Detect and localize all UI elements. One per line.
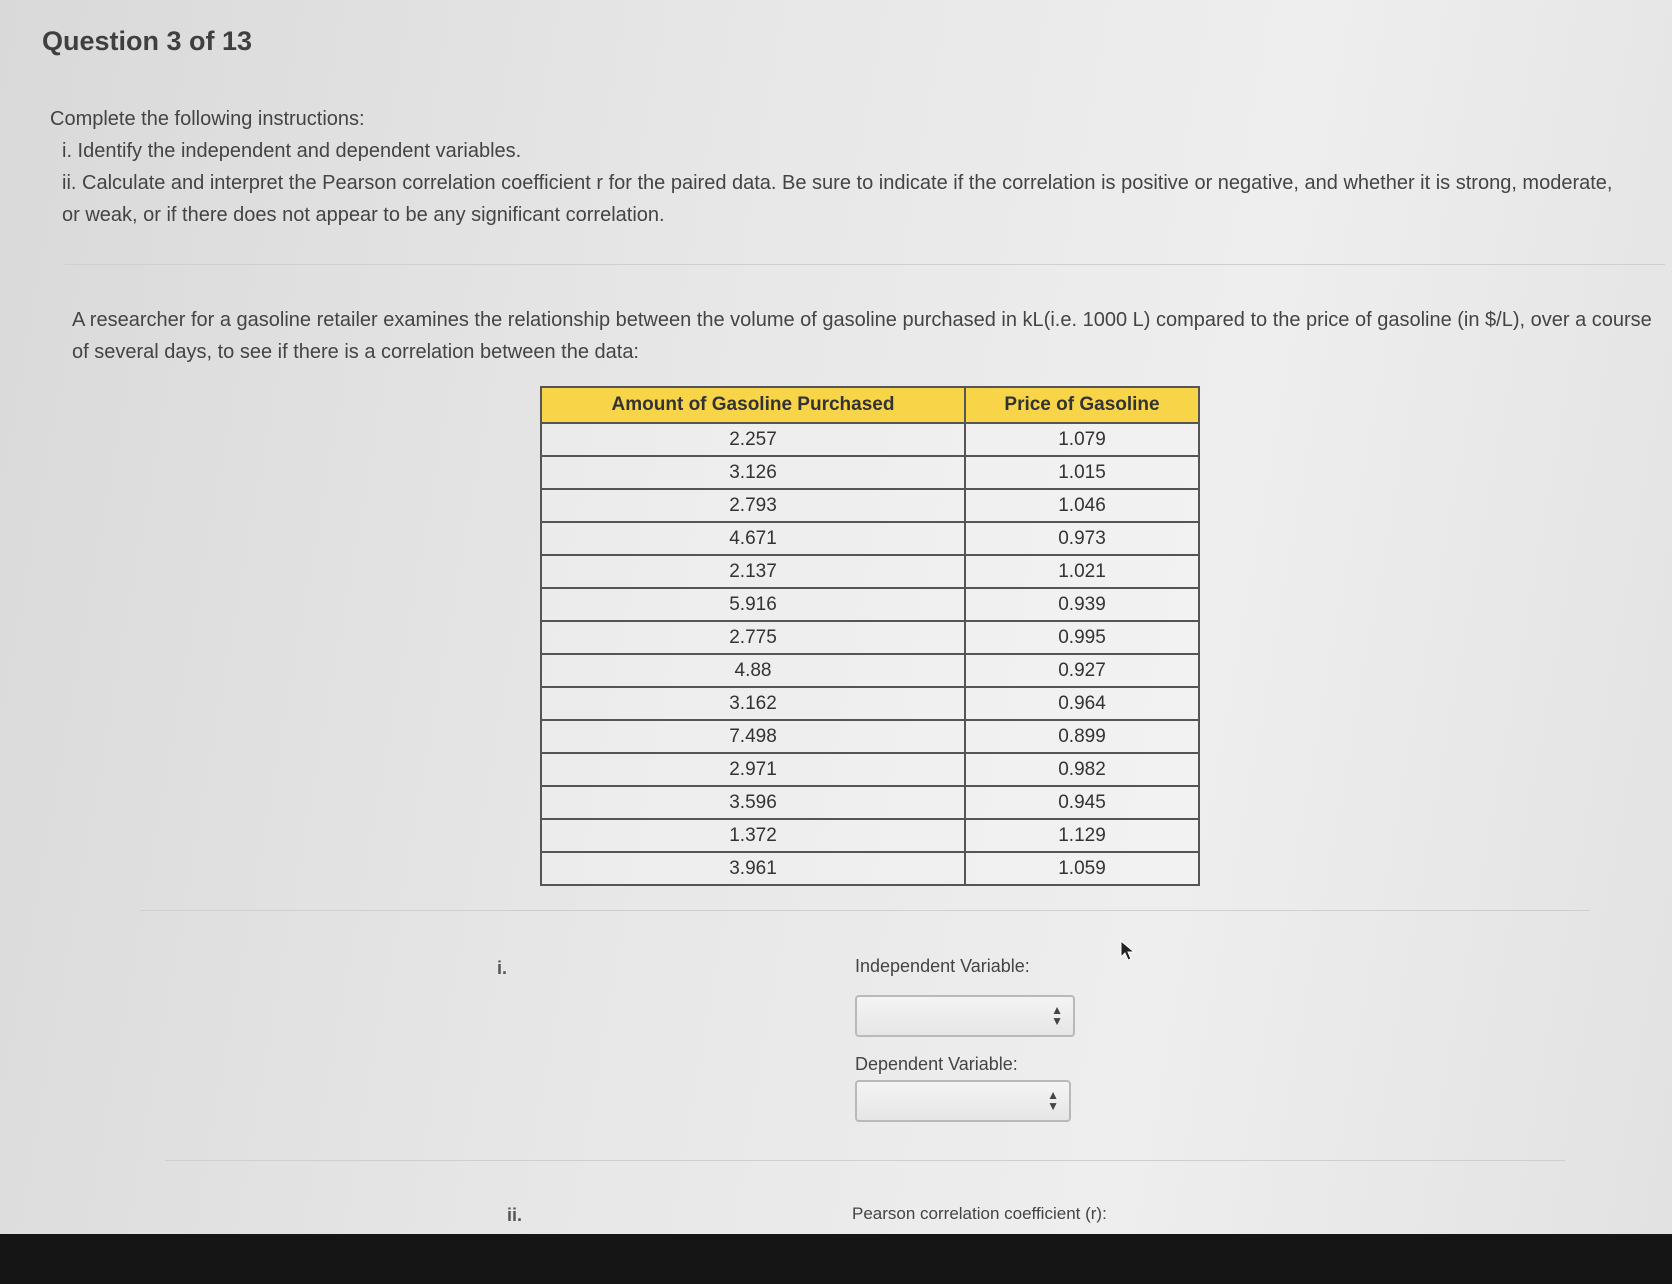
cell-price: 1.129 — [965, 819, 1199, 852]
mouse-cursor-icon — [1120, 940, 1136, 962]
table-row — [541, 654, 1199, 687]
cell-amount: 3.596 — [541, 786, 965, 819]
table-row — [541, 423, 1199, 456]
independent-variable-select[interactable] — [855, 995, 1075, 1037]
cell-price: 0.995 — [965, 621, 1199, 654]
cell-price: 0.927 — [965, 654, 1199, 687]
instructions-intro: Complete the following instructions: — [50, 108, 365, 130]
table-row — [541, 489, 1199, 522]
question-title: Question 3 of 13 — [42, 26, 253, 56]
cell-amount: 3.961 — [541, 852, 965, 885]
bottom-bezel — [0, 1234, 1672, 1284]
instruction-item-ii: ii. Calculate and interpret the Pearson correlation coefficient r for the paired data. Be sure to indicate if the correlation is positive or negative, and whether it is strong, moderate, — [62, 172, 1613, 194]
table-row — [541, 456, 1199, 489]
select-arrows-icon: ▲ ▼ — [1051, 1003, 1063, 1028]
instruction-item-ii-cont: or weak, or if there does not appear to be any significant correlation. — [62, 204, 665, 226]
cell-amount: 7.498 — [541, 720, 965, 753]
table-header-row — [541, 387, 1199, 423]
table-row — [541, 753, 1199, 786]
cell-price: 0.982 — [965, 753, 1199, 786]
cell-amount: 4.88 — [541, 654, 965, 687]
part-ii-label: ii. — [507, 1205, 523, 1225]
cell-price: 1.015 — [965, 456, 1199, 489]
cell-amount: 2.257 — [541, 423, 965, 456]
cell-amount: 2.137 — [541, 555, 965, 588]
cell-price: 1.046 — [965, 489, 1199, 522]
cell-price: 1.021 — [965, 555, 1199, 588]
table-row — [541, 555, 1199, 588]
scenario-text — [72, 304, 1662, 368]
part-i-label: i. — [497, 958, 508, 978]
table-row — [541, 720, 1199, 753]
scenario-line-1: A researcher for a gasoline retailer examines the relationship between the volume of gasoline purchased in kL(i.e. 1000 L) compared to the price of gasoline (in $/L), over a course — [72, 309, 1652, 331]
divider-top — [65, 264, 1665, 265]
table-row — [541, 819, 1199, 852]
table-row — [541, 687, 1199, 720]
scenario-line-2: of several days, to see if there is a correlation between the data: — [72, 341, 639, 363]
header-amount: Amount of Gasoline Purchased — [541, 387, 965, 423]
dependent-variable-label: Dependent Variable: — [855, 1054, 1018, 1074]
cell-price: 0.899 — [965, 720, 1199, 753]
table-row — [541, 522, 1199, 555]
table-row — [541, 621, 1199, 654]
cell-price: 0.973 — [965, 522, 1199, 555]
table-row — [541, 588, 1199, 621]
table-row — [541, 786, 1199, 819]
cell-amount: 2.775 — [541, 621, 965, 654]
header-price: Price of Gasoline — [965, 387, 1199, 423]
pearson-label: Pearson correlation coefficient (r): — [852, 1204, 1107, 1223]
cell-amount: 4.671 — [541, 522, 965, 555]
cell-price: 1.079 — [965, 423, 1199, 456]
data-table — [540, 386, 1200, 886]
cell-price: 1.059 — [965, 852, 1199, 885]
divider-bottom — [165, 1160, 1565, 1161]
dependent-variable-select[interactable] — [855, 1080, 1071, 1122]
cell-amount: 3.126 — [541, 456, 965, 489]
instruction-item-i: i. Identify the independent and dependent variables. — [62, 140, 522, 162]
divider-middle — [140, 910, 1590, 911]
cell-amount: 5.916 — [541, 588, 965, 621]
cell-amount: 2.793 — [541, 489, 965, 522]
cell-price: 0.964 — [965, 687, 1199, 720]
cell-price: 0.945 — [965, 786, 1199, 819]
cell-amount: 3.162 — [541, 687, 965, 720]
table-row — [541, 852, 1199, 885]
independent-variable-label: Independent Variable: — [855, 956, 1030, 976]
instructions — [50, 103, 1670, 231]
cell-amount: 1.372 — [541, 819, 965, 852]
cell-amount: 2.971 — [541, 753, 965, 786]
select-arrows-icon: ▲ ▼ — [1047, 1088, 1059, 1113]
cell-price: 0.939 — [965, 588, 1199, 621]
